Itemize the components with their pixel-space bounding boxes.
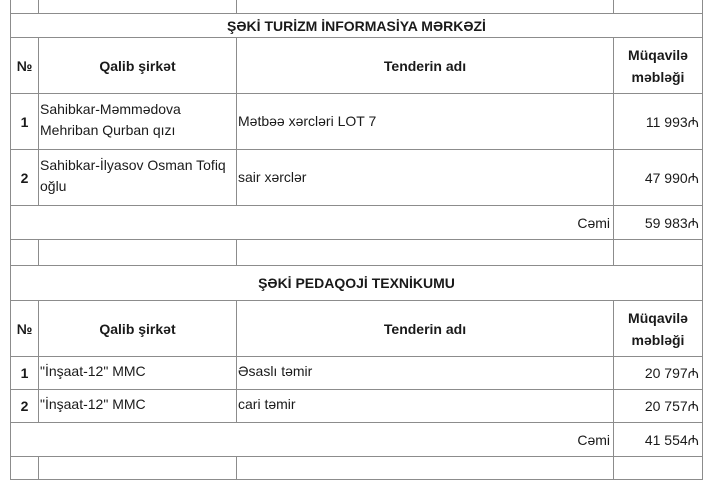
header-amount-line1: Müqavilə [628, 46, 688, 63]
row-tender: sair xərclər [236, 149, 614, 206]
header-no: № [10, 300, 39, 357]
row-amount: 20 757₼ [613, 389, 703, 423]
header-tender: Tenderin adı [236, 37, 614, 94]
spacer-cell [236, 0, 614, 14]
spacer-cell [38, 456, 237, 480]
spacer-cell [613, 239, 703, 266]
header-company: Qalib şirkət [38, 300, 237, 357]
row-no: 1 [10, 93, 39, 150]
spacer-cell [38, 0, 237, 14]
spacer-cell [10, 239, 39, 266]
header-amount-line2: məbləği [631, 331, 685, 348]
spacer-cell [38, 239, 237, 266]
header-no: № [10, 37, 39, 94]
spacer-cell [613, 456, 703, 480]
row-no: 2 [10, 389, 39, 423]
row-tender: cari təmir [236, 389, 614, 423]
header-company: Qalib şirkət [38, 37, 237, 94]
row-amount: 47 990₼ [613, 149, 703, 206]
header-amount-line2: məbləği [631, 68, 685, 85]
spacer-cell [236, 239, 614, 266]
total-value: 59 983₼ [613, 205, 703, 240]
row-amount: 20 797₼ [613, 356, 703, 390]
row-company: "İnşaat-12" MMC [38, 356, 237, 390]
header-amount [613, 37, 703, 94]
spacer-cell [10, 0, 39, 14]
header-amount-line1: Müqavilə [628, 309, 688, 326]
total-label: Cəmi [10, 205, 614, 240]
row-no: 1 [10, 356, 39, 390]
row-tender: Əsaslı təmir [236, 356, 614, 390]
spacer-cell [236, 456, 614, 480]
section-title: ŞƏKİ PEDAQOJİ TEXNİKUMU [10, 265, 703, 301]
row-amount: 11 993₼ [613, 93, 703, 150]
row-company: Sahibkar-İlyasov Osman Tofiq oğlu [38, 149, 237, 206]
spacer-cell [613, 0, 703, 14]
spacer-cell [10, 456, 39, 480]
row-company: "İnşaat-12" MMC [38, 389, 237, 423]
total-label: Cəmi [10, 422, 614, 457]
row-tender: Mətbəə xərcləri LOT 7 [236, 93, 614, 150]
section-title: ŞƏKİ TURİZM İNFORMASİYA MƏRKƏZİ [10, 13, 703, 38]
row-company: Sahibkar-Məmmədova Mehriban Qurban qızı [38, 93, 237, 150]
header-tender: Tenderin adı [236, 300, 614, 357]
header-amount [613, 300, 703, 357]
row-no: 2 [10, 149, 39, 206]
total-value: 41 554₼ [613, 422, 703, 457]
